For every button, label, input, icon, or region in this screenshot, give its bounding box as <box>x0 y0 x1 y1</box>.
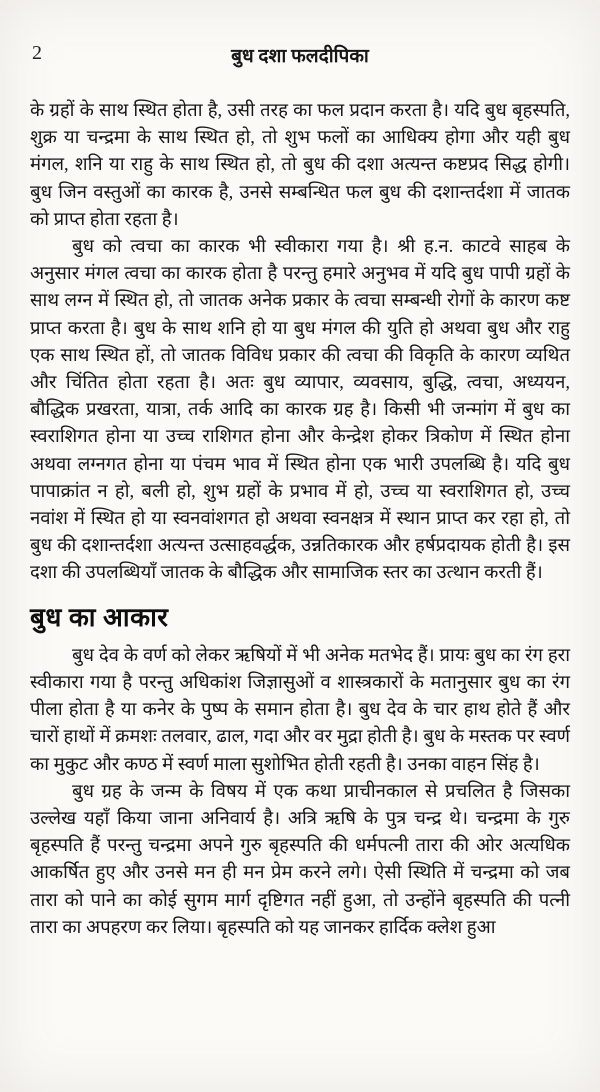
page-body <box>30 98 570 942</box>
section-heading-budh-ka-aakar: बुध का आकार <box>30 602 169 632</box>
body-paragraph-2: बुध को त्वचा का कारक भी स्वीकारा गया है। श्री ह.न. काटवे साहब के अनुसार मंगल त्वचा का कारक होता है परन्तु हमारे अनुभव में यदि बुध पापी ग्रहों के साथ लग्न में स्थित हो, तो जातक अनेक प्रकार के त्वचा सम्बन्धी रोगों के कारण कष्ट प्राप्त करता है। बुध के साथ शनि हो या बुध मंगल की युति हो अथवा बुध और राहु एक साथ स्थित हों, तो जातक विविध प्रकार की त्वचा की विकृति के कारण व्यथित और चिंतित होता रहता है। अतः बुध व्यापार, व्यवसाय, बुद्धि, त्वचा, अध्ययन, बौद्धिक प्रखरता, यात्रा, तर्क आदि का कारक ग्रह है। किसी भी जन्मांग में बुध का स्वराशिगत होना या उच्च राशिगत होना और केन्द्रेश होकर त्रिकोण में स्थित होना अथवा लग्नगत होना या पंचम भाव में स्थित होना एक भारी उपलब्धि है। यदि बुध पापाक्रांत न हो, बली हो, शुभ ग्रहों के प्रभाव में हो, उच्च या स्वराशिगत हो, उच्च नवांश में स्थित हो या स्वनवांशगत हो अथवा स्वनक्षत्र में स्थान प्राप्त कर रहा हो, तो बुध की दशान्तर्दशा अत्यन्त उत्साहवर्द्धक, उन्नतिकारक और हर्षप्रदायक होती है। इस दशा की उपलब्धियाँ जातक के बौद्धिक और सामाजिक स्तर का उत्थान करती हैं। <box>30 237 570 584</box>
page-number: 2 <box>32 42 42 64</box>
body-paragraph-1: के ग्रहों के साथ स्थित होता है, उसी तरह का फल प्रदान करता है। यदि बुध बृहस्पति, शुक्र या चन्द्रमा के साथ स्थित हो, तो शुभ फलों का आधिक्य होगा और यही बुध मंगल, शनि या राहु के साथ स्थित हो, तो बुध की दशा अत्यन्त कष्टप्रद सिद्ध होगी। बुध जिन वस्तुओं का कारक है, उनसे सम्बन्धित फल बुध की दशान्तर्दशा में जातक को प्राप्त होता रहता है। <box>30 101 570 230</box>
page-header <box>30 42 570 72</box>
body-paragraph-4: बुध ग्रह के जन्म के विषय में एक कथा प्राचीनकाल से प्रचलित है जिसका उल्लेख यहाँ किया जाना अनिवार्य है। अत्रि ऋषि के पुत्र चन्द्र थे। चन्द्रमा के गुरु बृहस्पति हैं परन्तु चन्द्रमा अपने गुरु बृहस्पति की धर्मपत्नी तारा की ओर अत्यधिक आकर्षित हुए और उनसे मन ही मन प्रेम करने लगे। ऐसी स्थिति में चन्द्रमा को जब तारा को पाने का कोई सुगम मार्ग दृष्टिगत नहीं हुआ, तो उन्होंने बृहस्पति की पत्नी तारा का अपहरण कर लिया। बृहस्पति को यह जानकर हार्दिक क्लेश हुआ <box>30 781 570 938</box>
running-title: बुध दशा फलदीपिका <box>231 46 369 67</box>
body-paragraph-3: बुध देव के वर्ण को लेकर ऋषियों में भी अनेक मतभेद हैं। प्रायः बुध का रंग हरा स्वीकारा गया है परन्तु अधिकांश जिज्ञासुओं व शास्त्रकारों के मतानुसार बुध का रंग पीला होता है या कनेर के पुष्प के समान होता है। बुध देव के चार हाथ होते हैं और चारों हाथों में क्रमशः तलवार, ढाल, गदा और वर मुद्रा होती है। बुध के मस्तक पर स्वर्ण का मुकुट और कण्ठ में स्वर्ण माला सुशोभित होती रहती है। उनका वाहन सिंह है। <box>30 645 570 775</box>
